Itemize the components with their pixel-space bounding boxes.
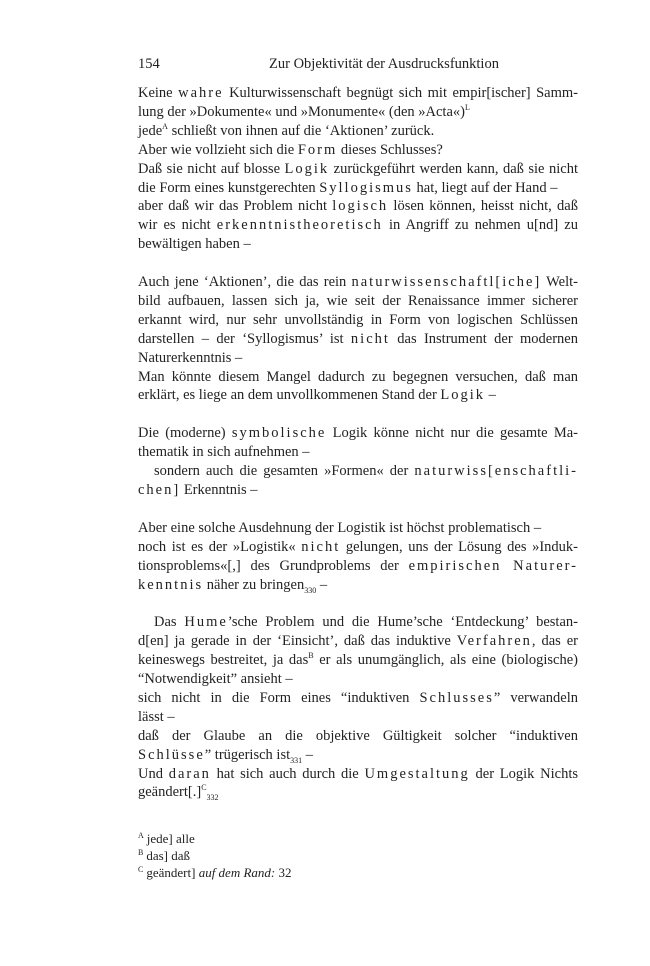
text-line: aber daß wir das Problem nicht logisch lösen können, heisst nicht, daß xyxy=(138,198,578,215)
text-line: die Form eines kunstgerechten Syllogismus hat, liegt auf der Hand – xyxy=(138,179,558,196)
text-line: “Notwendigkeit” ansieht – xyxy=(138,671,293,688)
paragraph-2 xyxy=(138,273,578,405)
text-line: Aber wie vollzieht sich die Form dieses Schlusses? xyxy=(138,141,443,158)
footnote-marker: C xyxy=(201,783,207,793)
paragraph-5 xyxy=(138,613,578,802)
text-line: Daß sie nicht auf blosse Logik zurückgeführt werden kann, daß sie nicht xyxy=(138,160,578,177)
text-line: keineswegs bestreitet, ja das$^B$ er als unumgänglich, als eine (biologische) xyxy=(138,651,578,669)
text-line: chen] Erkenntnis – xyxy=(138,482,258,498)
text-line: kenntnis näher zu bringen$_{330}$ – xyxy=(138,576,328,595)
text-line: erkannt wird, nur sehr unvollständig in Form von logischen Schlüssen xyxy=(138,311,578,328)
paragraph-4 xyxy=(138,519,578,595)
text-line: d[en] ja gerade in der ‘Einsicht’, daß das induktive Verfahren, das er xyxy=(138,633,579,650)
footnotes xyxy=(138,830,578,881)
text-line: noch ist es der »Logistik« nicht gelungen, uns der Lösung des »Induk- xyxy=(138,538,578,555)
page-number: 154 xyxy=(138,56,160,72)
text-line: erklärt, es liege an dem unvollkommenen Stand der Logik – xyxy=(138,387,496,404)
running-header xyxy=(138,54,578,74)
paragraph-3 xyxy=(138,424,578,500)
footnote-marker: B xyxy=(308,651,314,661)
running-title: Zur Objektivität der Ausdrucksfunktion xyxy=(269,56,499,72)
text-line: Das Hume’sche Problem und die Hume’sche ‘Entdeckung’ bestan- xyxy=(154,614,578,631)
text-line: sondern auch die gesamten »Formen« der naturwiss[enschaftli- xyxy=(154,463,578,480)
text-line: geändert[.]$^C_{332}$ xyxy=(138,783,219,803)
footnote: $^B$ das] daß xyxy=(138,848,191,864)
text-line: wir es nicht erkenntnistheoretisch in Angriff zu nehmen u[nd] zu xyxy=(138,217,578,234)
text-line: bild aufbauen, lassen sich ja, wie seit der Renaissance immer sicherer xyxy=(138,292,578,309)
text-line: Schlüsse” trügerisch ist$_{331}$ – xyxy=(138,746,313,765)
text-line: Aber eine solche Ausdehnung der Logistik ist höchst problematisch – xyxy=(138,519,542,536)
endnote-number: 330 xyxy=(304,585,317,595)
text-line: darstellen – der ‘Syllogismus’ ist nicht das Instrument der modernen xyxy=(138,330,578,347)
paragraph-1 xyxy=(138,84,578,254)
text-line: lung der »Dokumente« und »Monumente« (den »Acta«)$^L$ xyxy=(138,103,470,120)
text-line: tionsproblems«[,] des Grundproblems der empirischen Naturer- xyxy=(138,557,578,574)
endnote-number: 332 xyxy=(206,793,219,803)
text-line: lässt – xyxy=(138,708,175,725)
footnote-marker: L xyxy=(464,103,470,113)
text-line: sich nicht in die Form eines “induktiven Schlusses” verwandeln xyxy=(138,689,578,706)
text-line: Und daran hat sich auch durch die Umgestaltung der Logik Nichts xyxy=(138,765,578,782)
text-line: thematik in sich aufnehmen – xyxy=(138,444,310,461)
endnote-number: 331 xyxy=(290,755,303,765)
text-line: Auch jene ‘Aktionen’, die das rein naturwissenschaftl[iche] Welt- xyxy=(138,274,579,291)
text-line: Die (moderne) symbolische Logik könne nicht nur die gesamte Ma- xyxy=(138,425,578,442)
footnote-marker: A xyxy=(162,121,168,131)
text-line: daß der Glaube an die objektive Gültigkeit solcher “induktiven xyxy=(138,727,578,744)
footnote: $^C$ geändert] auf dem Rand: 32 xyxy=(138,865,292,881)
text-line: bewältigen haben – xyxy=(138,236,251,253)
text-line: Man könnte diesem Mangel dadurch zu begegnen versuchen, daß man xyxy=(138,368,578,385)
text-line: Keine wahre Kulturwissenschaft begnügt sich mit empir[ischer] Samm- xyxy=(138,85,578,101)
text-line: Naturerkenntnis – xyxy=(138,349,243,366)
footnote: $^A$ jede] alle xyxy=(138,831,195,847)
book-page xyxy=(138,54,578,881)
text-line: jede$^A$ schließt von ihnen auf die ‘Aktionen’ zurück. xyxy=(138,121,435,139)
